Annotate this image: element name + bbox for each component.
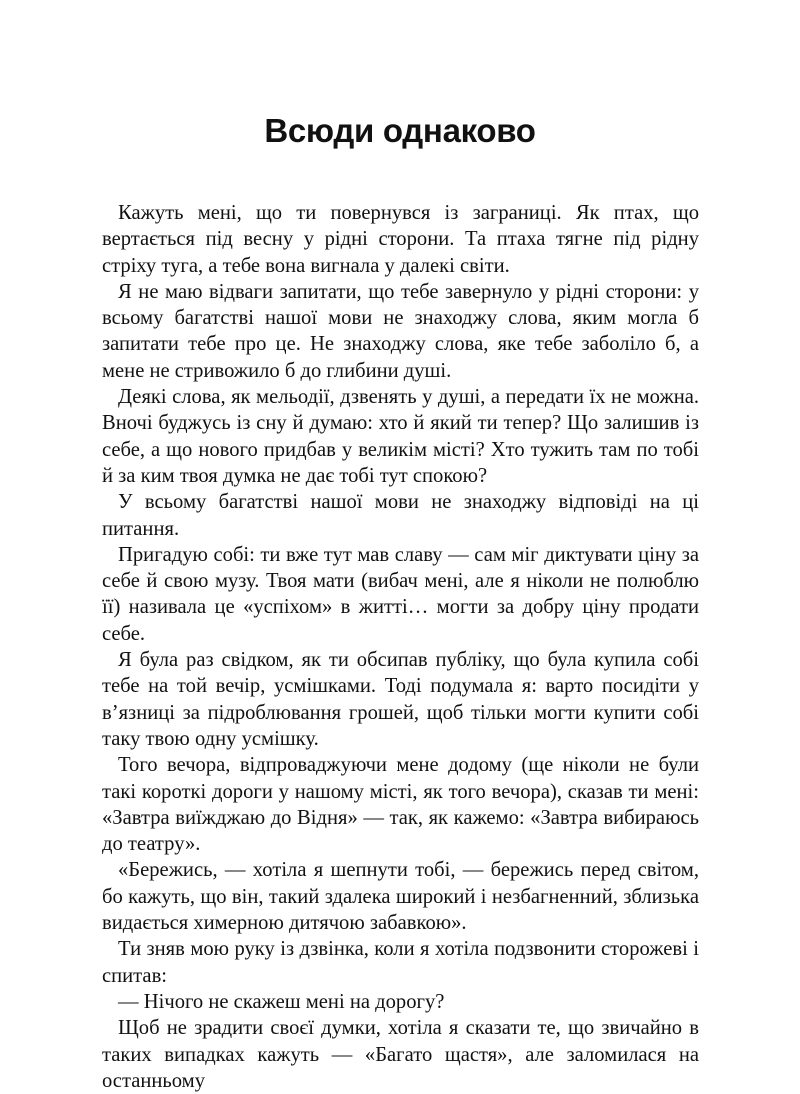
paragraph: Ти зняв мою руку із дзвінка, коли я хотіла подзвонити сторожеві і спитав: bbox=[102, 938, 699, 987]
chapter-body bbox=[102, 200, 699, 1094]
paragraph: «Бережись, — хотіла я шепнути тобі, — бережись перед світом, бо кажуть, що він, такий здалека широкий і незбагненний, зблизька видається химерною дитячою забавкою». bbox=[102, 859, 699, 935]
chapter-title: Всюди однаково bbox=[264, 112, 536, 149]
paragraph: Пригадую собі: ти вже тут мав славу — сам міг диктувати ціну за себе й свою музу. Твоя мати (вибач мені, але я ніколи не полюблю її) називала це «успіхом» в житті… могти за добру ціну продати себе. bbox=[102, 543, 699, 645]
paragraph: Я не маю відваги запитати, що тебе завернуло у рідні сторони: у всьому багатстві нашої мови не знаходжу слова, яким могла б запитати тебе про це. Не знаходжу слова, яке тебе заболіло б, а мене не стривожило б до глибини душі. bbox=[102, 280, 699, 382]
paragraph: У всьому багатстві нашої мови не знаходжу відповіді на ці питання. bbox=[102, 491, 699, 540]
paragraph-continued: Щоб не зрадити своєї думки, хотіла я сказати те, що звичайно в таких випадках кажуть — «Багато щастя», але заломилася на останньому bbox=[102, 1017, 699, 1092]
paragraph: Деякі слова, як мельодії, дзвенять у душі, а передати їх не можна. Вночі буджусь із сну й думаю: хто й який ти тепер? Що залишив із себе, а що нового придбав у великім місті? Хто тужить там по тобі й за ким твоя думка не дає тобі тут спокою? bbox=[102, 386, 699, 487]
paragraph: Того вечора, відпроваджуючи мене додому (ще ніколи не були такі короткі дороги у нашому місті, як того вечора), сказав ти мені: «Завтра виїжджаю до Відня» — так, як кажемо: «Завтра вибираюсь до театру». bbox=[102, 754, 699, 856]
paragraph: — Нічого не скажеш мені на дорогу? bbox=[118, 990, 445, 1013]
paragraph: Кажуть мені, що ти повернувся із заграниці. Як птах, що вертається під весну у рідні сторони. Та птаха тягне під рідну стріху туга, а тебе вона вигнала у далекі світи. bbox=[102, 202, 699, 277]
paragraph: Я була раз свідком, як ти обсипав публіку, що була купила собі тебе на той вечір, усмішками. Тоді подумала я: варто посидіти у в’язниці за підроблювання грошей, щоб тільки могти купити собі таку твою одну усмішку. bbox=[102, 649, 699, 750]
